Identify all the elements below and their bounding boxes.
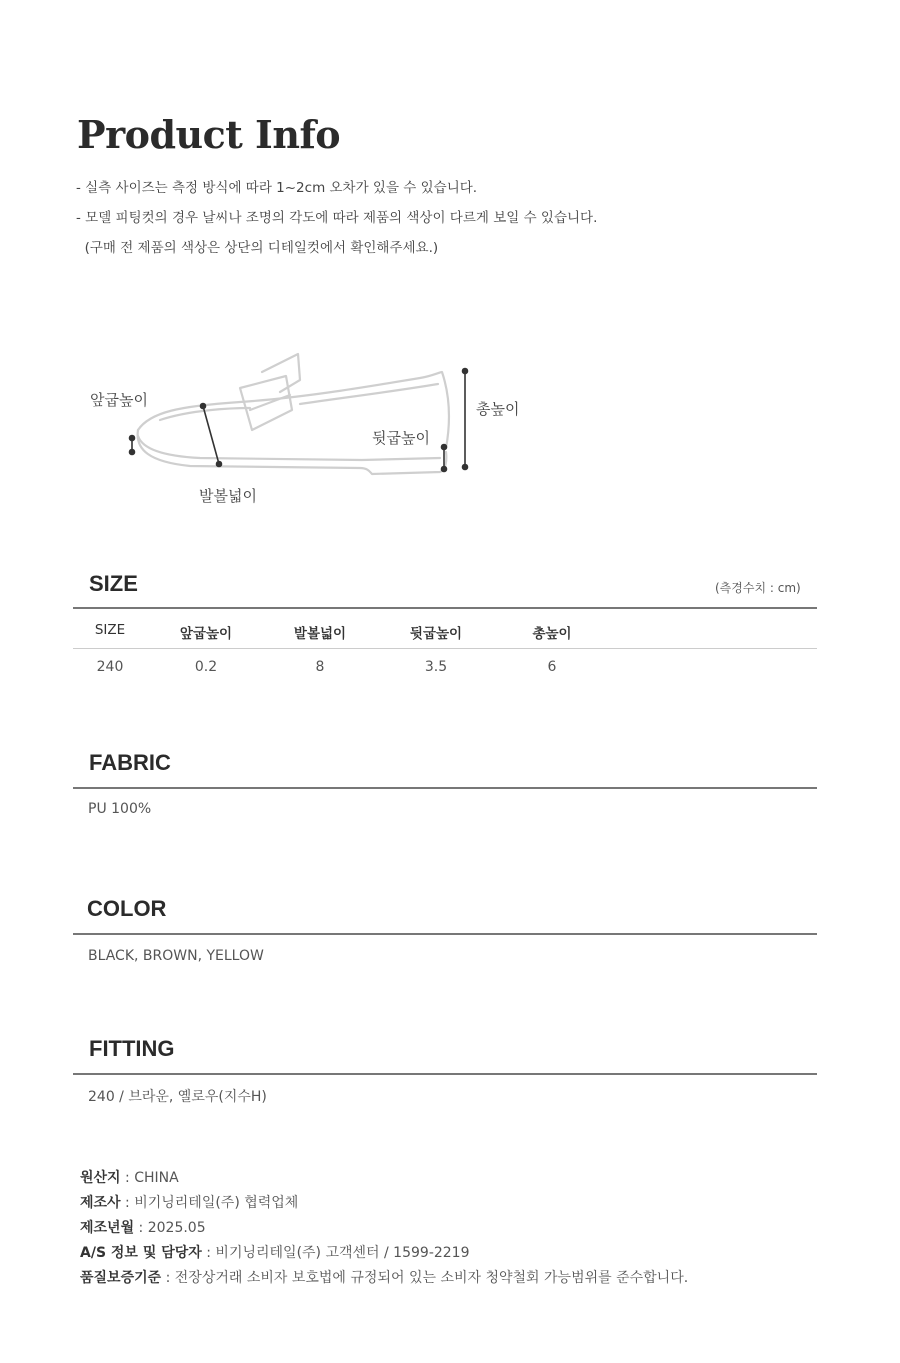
note-color-variance: - 모델 피팅컷의 경우 날씨나 조명의 각도에 따라 제품의 색상이 다르게 보일 수 있습니다. xyxy=(76,210,598,226)
meta-label: 품질보증기준 xyxy=(80,1270,162,1286)
size-cell-size: 240 xyxy=(96,659,124,675)
meta-quality-standard xyxy=(80,1267,688,1287)
label-ball-width: 발볼넓이 xyxy=(199,487,257,505)
meta-manufacturer xyxy=(80,1192,298,1212)
size-cell-front-height: 0.2 xyxy=(194,659,218,675)
label-front-height: 앞굽높이 xyxy=(90,391,148,409)
meta-label: A/S 정보 및 담당자 xyxy=(80,1245,202,1261)
fitting-value: 240 / 브라운, 옐로우(지수H) xyxy=(88,1089,267,1105)
size-header-total-height: 총높이 xyxy=(532,626,572,642)
size-cell-ball-width: 8 xyxy=(315,659,325,675)
size-divider xyxy=(73,607,817,609)
size-header-ball-width: 발볼넓이 xyxy=(293,626,347,642)
size-header-front-height: 앞굽높이 xyxy=(179,626,233,642)
note-detail-cut: (구매 전 제품의 색상은 상단의 디테일컷에서 확인해주세요.) xyxy=(76,240,439,256)
note-measurement: - 실측 사이즈는 측정 방식에 따라 1~2cm 오차가 있을 수 있습니다. xyxy=(76,180,478,196)
meta-origin xyxy=(80,1167,179,1187)
label-total-height: 총높이 xyxy=(476,400,520,418)
size-cell-heel-height: 3.5 xyxy=(424,659,448,675)
meta-value: : 비기닝리테일(주) 고객센터 / 1599-2219 xyxy=(201,1245,470,1261)
meta-as-info xyxy=(80,1242,470,1262)
fabric-divider xyxy=(73,787,817,789)
meta-value: : 2025.05 xyxy=(134,1220,206,1236)
meta-manufacture-date xyxy=(80,1217,206,1237)
fabric-value: PU 100% xyxy=(88,801,152,817)
meta-value: : 비기닝리테일(주) 협력업체 xyxy=(120,1195,299,1211)
size-header-size: SIZE xyxy=(94,622,126,638)
color-section-title: COLOR xyxy=(87,896,167,921)
meta-label: 제조사 xyxy=(80,1195,121,1211)
meta-label: 원산지 xyxy=(80,1170,121,1186)
meta-label: 제조년월 xyxy=(80,1220,135,1236)
meta-value: : CHINA xyxy=(120,1170,179,1186)
fitting-section-title: FITTING xyxy=(89,1036,175,1061)
color-value: BLACK, BROWN, YELLOW xyxy=(88,948,264,964)
fabric-section-title: FABRIC xyxy=(89,750,171,775)
size-table-rule xyxy=(73,648,817,649)
fitting-divider xyxy=(73,1073,817,1075)
size-cell-total-height: 6 xyxy=(547,659,557,675)
color-divider xyxy=(73,933,817,935)
page-title: Product Info xyxy=(77,112,341,157)
size-unit: (측경수치 : cm) xyxy=(715,581,801,595)
size-section-title: SIZE xyxy=(89,571,138,596)
size-header-heel-height: 뒷굽높이 xyxy=(409,626,463,642)
shoe-diagram-icon xyxy=(0,0,900,540)
label-heel-height: 뒷굽높이 xyxy=(372,429,430,447)
meta-value: : 전장상거래 소비자 보호법에 규정되어 있는 소비자 청약철회 가능범위를 준수합니다. xyxy=(161,1270,689,1286)
